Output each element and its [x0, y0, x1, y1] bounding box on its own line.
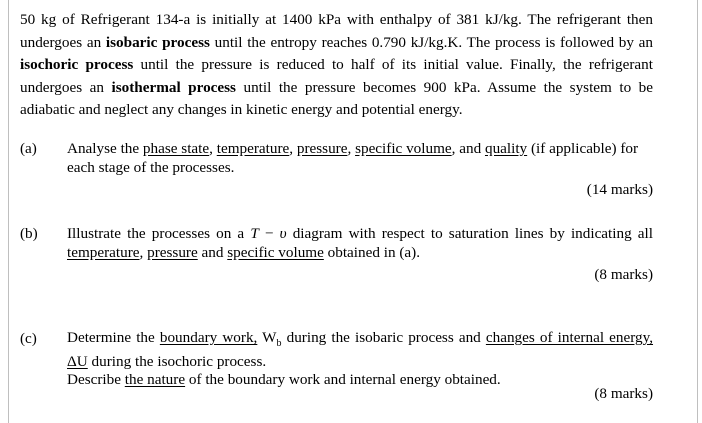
problem-statement: [20, 9, 653, 122]
phase-state-term: phase state: [142, 140, 210, 157]
specific-volume-term: specific volume: [355, 140, 452, 157]
temperature-term: temperature: [216, 140, 290, 157]
part-a-label: (a): [20, 140, 37, 157]
specific-volume-term: specific volume: [227, 244, 324, 261]
part-b-marks: (8 marks): [594, 266, 653, 283]
part-b-text: Illustrate the processes on a T − υ diagram with respect to saturation lines by indicating all temperature, pressure and specific volume obtained in (a).: [67, 225, 653, 261]
quality-term: quality: [484, 140, 528, 157]
temperature-symbol: T: [250, 225, 259, 242]
pressure-term: pressure: [296, 140, 348, 157]
boundary-work-symbol: W: [262, 329, 277, 346]
nature-term: the nature: [124, 371, 186, 389]
intro-text-4: until the pressure becomes 900 kPa. Assume the system to be adiabatic and neglect any changes in kinetic energy and potential energy.: [20, 78, 653, 118]
intro-text-2: until the entropy reaches 0.790 kJ/kg.K. The process is followed by an: [209, 33, 653, 51]
part-c-label: (c): [20, 330, 37, 347]
isothermal-process-term: isothermal process: [111, 78, 236, 96]
part-c-line-2: Describe the nature of the boundary work and internal energy obtained.: [67, 371, 501, 389]
question-part-b: [20, 224, 653, 286]
intro-text-1: 50 kg of Refrigerant 134-a is initially at 1400 kPa with enthalpy of 381 kJ/kg. The refrigerant then undergoes an: [20, 11, 653, 51]
boundary-work-subscript: b: [276, 338, 282, 350]
intro-text-3: until the pressure is reduced to half of its initial value. Finally, the refrigerant undergoes an: [20, 56, 653, 96]
question-part-a: [20, 139, 653, 201]
part-a-marks: (14 marks): [586, 181, 653, 198]
temperature-term: temperature: [67, 244, 140, 261]
part-c-line-1: Determine the boundary work, $W_b$ during the isobaric process and changes of internal energy, ΔU during the isochoric process.: [67, 329, 654, 371]
part-c-marks: (8 marks): [594, 385, 653, 402]
internal-energy-change-term: changes of internal energy, ΔU: [67, 329, 654, 371]
boundary-work-term: boundary work,: [159, 329, 258, 346]
part-b-label: (b): [20, 225, 38, 242]
pressure-term: pressure: [147, 244, 198, 261]
question-part-c: [20, 329, 653, 409]
part-a-text: Analyse the phase state, temperature, pressure, specific volume, and quality (if applicable) for each stage of the processes.: [67, 140, 639, 176]
part-c-text: [67, 329, 653, 389]
specific-volume-symbol: υ: [279, 225, 287, 242]
isochoric-process-term: isochoric process: [20, 56, 134, 73]
isobaric-process-term: isobaric process: [105, 33, 210, 51]
